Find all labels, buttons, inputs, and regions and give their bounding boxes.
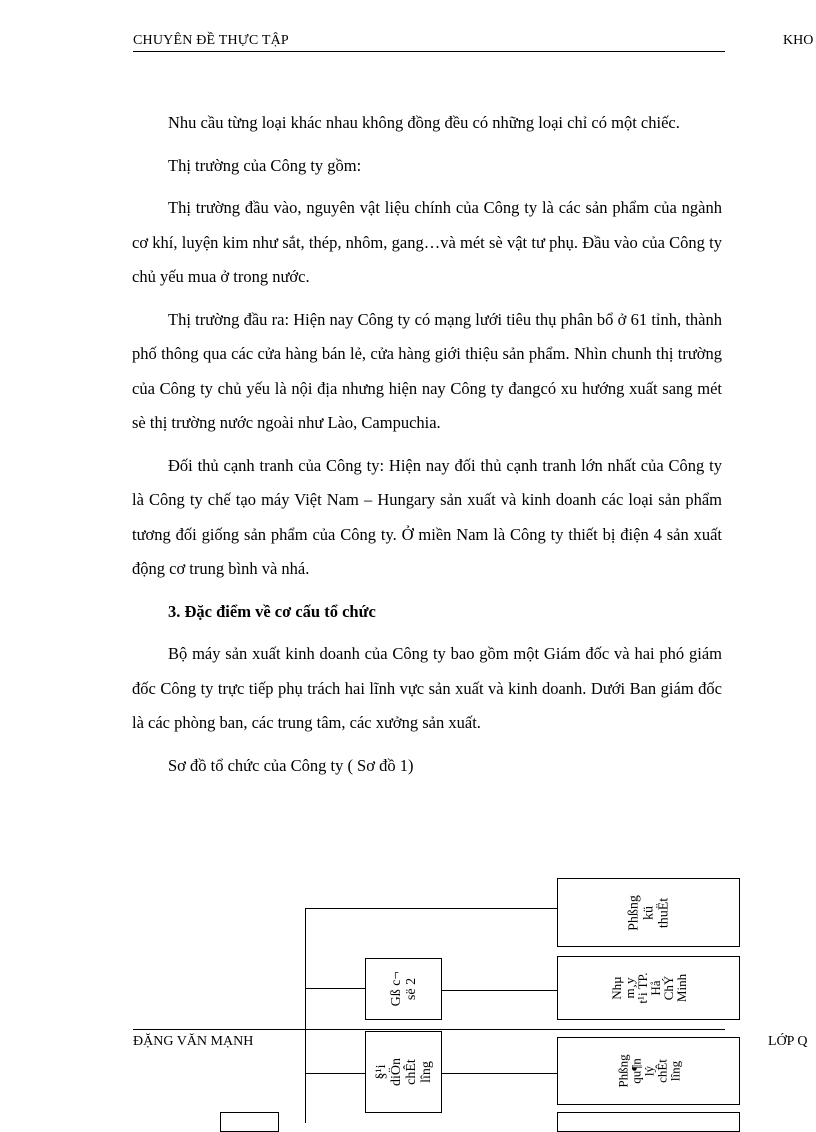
page-footer-author: ĐẶNG VĂN MẠNH [133,1034,254,1049]
page-header-title: CHUYÊN ĐỀ THỰC TẬP [133,33,289,48]
connector-line [305,1073,365,1074]
paragraph: Nhu cầu từng loại khác nhau không đồng đều có những loại chỉ có một chiếc. [168,113,680,132]
org-box-label: Phßng qu¶n lý chÊt lîng [615,1054,682,1088]
connector-line [305,908,306,1123]
org-box-label: Nhµ m¸y t¹i TP. Hå ChÝ Minh [608,972,689,1004]
org-box-ky-thuat [557,878,740,947]
org-box-nha-may [557,956,740,1020]
section-heading: 3. Đặc điểm về cơ cấu tổ chức [168,601,376,621]
connector-line [441,990,557,991]
org-box-quan-ly-chat-luong [557,1037,740,1105]
paragraph: Đối thủ cạnh tranh của Công ty: Hiện nay đối thủ cạnh tranh lớn nhất của Công ty là Công ty chế tạo máy Việt Nam – Hungary sản xuất và kinh doanh các loại sản phẩm tương đối giống sản phẩm của Công ty. Ở miền Nam là Công ty thiết bị điện 4 sản xuất động cơ trung bình và nhá. [132,455,722,578]
org-box-label: Phßng kü thuËt [626,894,671,931]
connector-line [305,988,365,989]
paragraph: Sơ đồ tổ chức của Công ty ( Sơ đồ 1) [168,755,414,775]
org-box-label: §¹i diÖn chÊt lîng [373,1058,434,1086]
connector-line [441,1073,557,1074]
paragraph: Thị trường của Công ty gồm: [168,155,362,175]
page-header-right: KHO [783,33,814,48]
org-box-label: Gß c¬ së 2 [388,971,419,1007]
org-box-dai-dien-chat-luong [365,1031,442,1113]
org-box-pho-giam-doc-2 [365,958,442,1020]
org-box-partial [557,1112,740,1132]
org-box-partial [220,1112,279,1132]
footer-rule [133,1029,725,1030]
paragraph: Bộ máy sản xuất kinh doanh của Công ty bao gồm một Giám đốc và hai phó giám đốc Công ty trực tiếp phụ trách hai lĩnh vực sản xuất và kinh doanh. Dưới Ban giám đốc là các phòng ban, các trung tâm, các xưởng sản xuất. [132,644,722,732]
paragraph: Thị trường đầu ra: Hiện nay Công ty có mạng lưới tiêu thụ phân bổ ở 61 tỉnh, thành phố thông qua các cửa hàng bán lẻ, cửa hàng giới thiệu sản phẩm. Nhìn chunh thị trường của Công ty chủ yếu là nội địa nhưng hiện nay Công ty đangcó xu hướng xuất sang mét sè thị trường nước ngoài như Lào, Campuchia. [132,309,722,432]
connector-line [305,908,557,909]
paragraph: Thị trường đầu vào, nguyên vật liệu chính của Công ty là các sản phẩm của ngành cơ khí, luyện kim như sắt, thép, nhôm, gang…và mét sè vật tư phụ. Đầu vào của Công ty chủ yếu mua ở trong nước. [132,198,722,286]
page-footer-class: LỚP Q [768,1034,808,1049]
